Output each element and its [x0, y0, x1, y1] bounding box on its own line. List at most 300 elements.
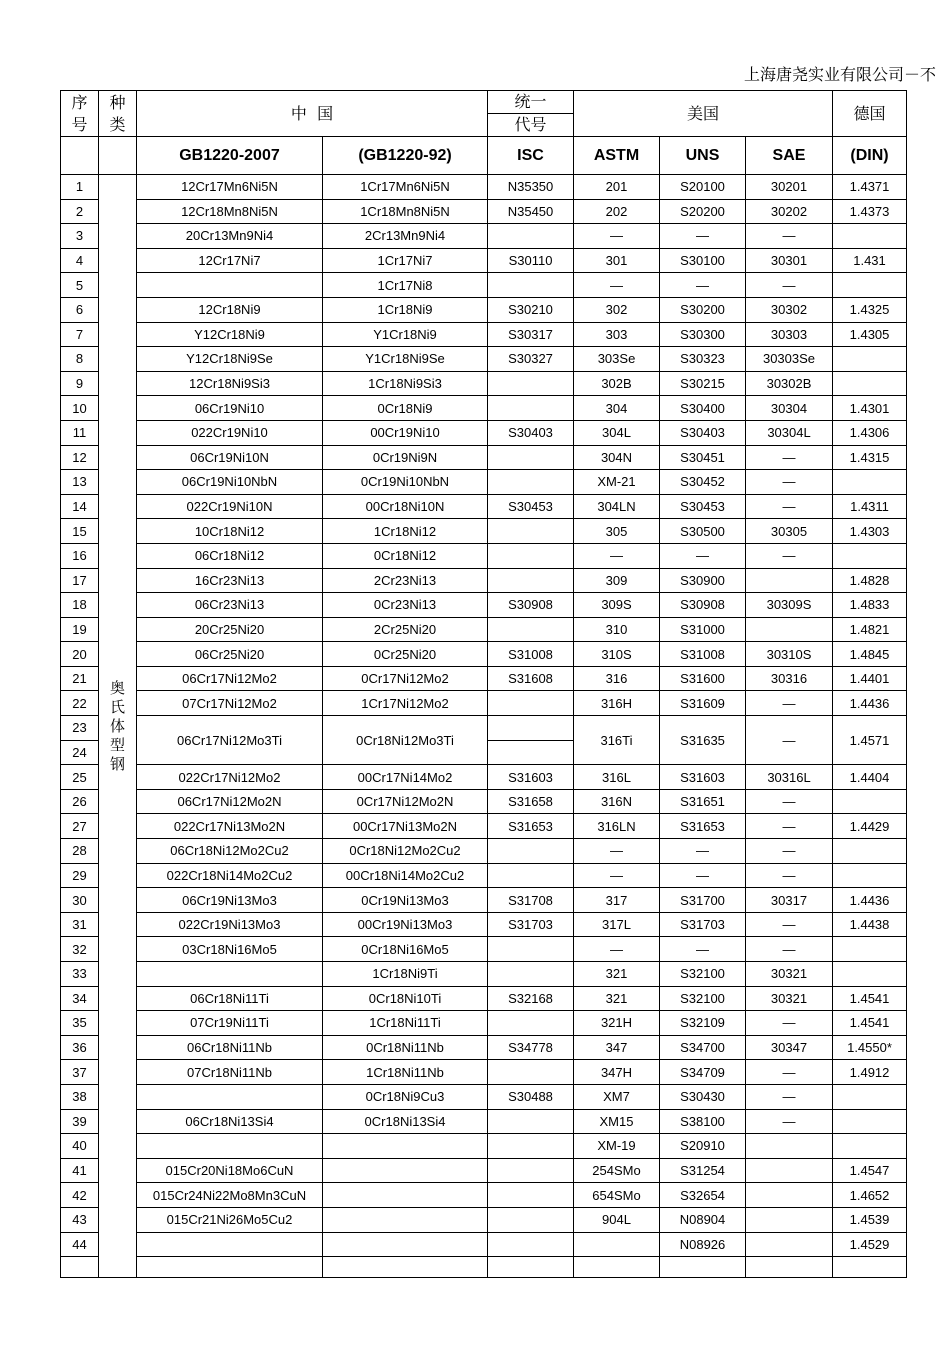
cell-sae: — — [746, 445, 833, 470]
cell-sae: — — [746, 912, 833, 937]
cell-gb2007: 20Cr13Mn9Ni4 — [137, 224, 323, 249]
cell-sae: 30302 — [746, 297, 833, 322]
cell-din: 1.4821 — [833, 617, 907, 642]
cell-din: 1.4436 — [833, 888, 907, 913]
cell-isc — [488, 863, 574, 888]
cell-astm: 317L — [574, 912, 660, 937]
table-row — [61, 962, 907, 987]
cell-uns: S32100 — [660, 962, 746, 987]
cell-din: 1.4373 — [833, 199, 907, 224]
row-seq: 16 — [61, 543, 99, 568]
cell-gb2007: 06Cr23Ni13 — [137, 593, 323, 618]
table-row — [61, 1232, 907, 1257]
row-seq: 42 — [61, 1183, 99, 1208]
cell-sae: 30302B — [746, 371, 833, 396]
cell-isc — [488, 445, 574, 470]
cell-astm: — — [574, 863, 660, 888]
cell-uns: S30908 — [660, 593, 746, 618]
cell-gb92: Y1Cr18Ni9 — [323, 322, 488, 347]
cell-astm: 304 — [574, 396, 660, 421]
cell-empty — [61, 1257, 99, 1278]
row-seq: 3 — [61, 224, 99, 249]
table-row — [61, 937, 907, 962]
cell-gb2007: 06Cr19Ni10 — [137, 396, 323, 421]
cell-astm: 302B — [574, 371, 660, 396]
cell-isc: S30210 — [488, 297, 574, 322]
cell-isc — [488, 396, 574, 421]
cell-uns: S31700 — [660, 888, 746, 913]
cell-isc: S30488 — [488, 1084, 574, 1109]
cell-gb2007: 022Cr17Ni12Mo2 — [137, 765, 323, 790]
cell-gb92: 00Cr18Ni14Mo2Cu2 — [323, 863, 488, 888]
cell-gb2007: 022Cr19Ni10 — [137, 420, 323, 445]
table-row — [61, 371, 907, 396]
cell-empty — [746, 1257, 833, 1278]
row-seq: 11 — [61, 420, 99, 445]
row-seq: 23 — [61, 716, 99, 741]
row-seq: 27 — [61, 814, 99, 839]
row-seq: 14 — [61, 494, 99, 519]
cell-sae: — — [746, 273, 833, 298]
cell-gb92: 2Cr23Ni13 — [323, 568, 488, 593]
company-name: 上海唐尧实业有限公司－不 — [743, 65, 936, 84]
cell-din: 1.4550* — [833, 1035, 907, 1060]
cell-empty — [137, 1257, 323, 1278]
cell-sae: 30347 — [746, 1035, 833, 1060]
cell-uns: S31635 — [660, 716, 746, 765]
cell-astm: 310S — [574, 642, 660, 667]
cell-astm: 301 — [574, 248, 660, 273]
cell-din: 1.4845 — [833, 642, 907, 667]
table-row — [61, 420, 907, 445]
cell-astm: 304L — [574, 420, 660, 445]
cell-uns: S30403 — [660, 420, 746, 445]
cell-gb92: 1Cr18Ni9Ti — [323, 962, 488, 987]
cell-isc — [488, 1011, 574, 1036]
cell-sae — [746, 1232, 833, 1257]
row-seq: 17 — [61, 568, 99, 593]
row-seq: 34 — [61, 986, 99, 1011]
cell-uns: S32109 — [660, 1011, 746, 1036]
cell-astm: XM7 — [574, 1084, 660, 1109]
table-row — [61, 470, 907, 495]
row-seq: 18 — [61, 593, 99, 618]
table-row — [61, 691, 907, 716]
cell-gb2007: 12Cr18Mn8Ni5N — [137, 199, 323, 224]
cell-sae: — — [746, 224, 833, 249]
cell-astm: 304N — [574, 445, 660, 470]
table-row — [61, 1109, 907, 1134]
row-seq: 31 — [61, 912, 99, 937]
cell-isc — [488, 1060, 574, 1085]
cell-uns: S31254 — [660, 1158, 746, 1183]
cell-astm: 321 — [574, 962, 660, 987]
table-row — [61, 224, 907, 249]
cell-uns: S38100 — [660, 1109, 746, 1134]
cell-sae: 30309S — [746, 593, 833, 618]
row-seq: 20 — [61, 642, 99, 667]
cell-din: 1.4429 — [833, 814, 907, 839]
cell-uns: S31600 — [660, 666, 746, 691]
header-china: 中 国 — [137, 91, 488, 137]
header-seq — [61, 91, 99, 137]
cell-astm: 316Ti — [574, 716, 660, 765]
header-gb2007: GB1220-2007 — [137, 137, 323, 175]
row-seq: 7 — [61, 322, 99, 347]
cell-gb2007: 015Cr24Ni22Mo8Mn3CuN — [137, 1183, 323, 1208]
cell-isc — [488, 371, 574, 396]
cell-din: 1.4404 — [833, 765, 907, 790]
cell-sae: — — [746, 1109, 833, 1134]
cell-sae: 30316L — [746, 765, 833, 790]
table-row — [61, 1060, 907, 1085]
cell-gb92 — [323, 1183, 488, 1208]
table-row — [61, 888, 907, 913]
table-row — [61, 322, 907, 347]
cell-gb2007: 12Cr17Mn6Ni5N — [137, 175, 323, 200]
cell-uns: S30400 — [660, 396, 746, 421]
cell-gb2007: 015Cr21Ni26Mo5Cu2 — [137, 1207, 323, 1232]
cell-din: 1.4571 — [833, 716, 907, 765]
cell-gb2007 — [137, 273, 323, 298]
row-seq: 30 — [61, 888, 99, 913]
cell-gb2007: 12Cr18Ni9Si3 — [137, 371, 323, 396]
cell-uns: S31703 — [660, 912, 746, 937]
table-row — [61, 1158, 907, 1183]
cell-uns: S20200 — [660, 199, 746, 224]
cell-uns: S30200 — [660, 297, 746, 322]
cell-astm: 316 — [574, 666, 660, 691]
cell-isc — [488, 224, 574, 249]
header-kind — [99, 91, 137, 137]
row-seq: 19 — [61, 617, 99, 642]
cell-isc: S31703 — [488, 912, 574, 937]
cell-sae: 30316 — [746, 666, 833, 691]
cell-astm: 316H — [574, 691, 660, 716]
cell-isc: S31708 — [488, 888, 574, 913]
cell-din — [833, 543, 907, 568]
row-seq: 12 — [61, 445, 99, 470]
cell-uns: S31653 — [660, 814, 746, 839]
steel-grade-table — [60, 90, 907, 1278]
cell-sae: — — [746, 494, 833, 519]
row-seq: 6 — [61, 297, 99, 322]
cell-uns: S31000 — [660, 617, 746, 642]
cell-din: 1.4539 — [833, 1207, 907, 1232]
row-seq: 36 — [61, 1035, 99, 1060]
cell-isc: N35450 — [488, 199, 574, 224]
cell-gb92: 0Cr17Ni12Mo2 — [323, 666, 488, 691]
header-gb92: (GB1220-92) — [323, 137, 488, 175]
cell-gb92: 1Cr18Ni11Ti — [323, 1011, 488, 1036]
cell-uns: S31651 — [660, 789, 746, 814]
cell-gb2007: 06Cr18Ni13Si4 — [137, 1109, 323, 1134]
cell-gb2007 — [137, 1134, 323, 1159]
cell-gb2007: 06Cr18Ni11Nb — [137, 1035, 323, 1060]
cell-isc: S31603 — [488, 765, 574, 790]
table-row — [61, 666, 907, 691]
cell-isc — [488, 1183, 574, 1208]
cell-sae: — — [746, 863, 833, 888]
row-seq: 1 — [61, 175, 99, 200]
cell-gb92: Y1Cr18Ni9Se — [323, 347, 488, 372]
cell-isc: S34778 — [488, 1035, 574, 1060]
cell-uns: S30900 — [660, 568, 746, 593]
cell-din: 1.4541 — [833, 986, 907, 1011]
cell-uns: S32100 — [660, 986, 746, 1011]
cell-uns: — — [660, 839, 746, 864]
cell-gb92: 00Cr18Ni10N — [323, 494, 488, 519]
table-row-empty — [61, 1257, 907, 1278]
cell-sae: 30310S — [746, 642, 833, 667]
cell-sae: — — [746, 839, 833, 864]
table-row — [61, 814, 907, 839]
table-row — [61, 593, 907, 618]
row-seq: 15 — [61, 519, 99, 544]
cell-astm: 309 — [574, 568, 660, 593]
category-cell — [99, 175, 137, 1278]
cell-gb92 — [323, 1158, 488, 1183]
cell-gb92: 1Cr18Mn8Ni5N — [323, 199, 488, 224]
table-row — [61, 519, 907, 544]
cell-sae: — — [746, 1084, 833, 1109]
cell-din — [833, 1084, 907, 1109]
cell-din: 1.4438 — [833, 912, 907, 937]
cell-gb92: 00Cr17Ni14Mo2 — [323, 765, 488, 790]
cell-uns: — — [660, 224, 746, 249]
cell-sae: — — [746, 937, 833, 962]
cell-gb2007: 06Cr18Ni12Mo2Cu2 — [137, 839, 323, 864]
table-row — [61, 297, 907, 322]
cell-gb92: 2Cr25Ni20 — [323, 617, 488, 642]
cell-sae — [746, 1207, 833, 1232]
cell-uns: S30500 — [660, 519, 746, 544]
cell-gb2007 — [137, 1232, 323, 1257]
cell-gb92: 0Cr18Ni12Mo2Cu2 — [323, 839, 488, 864]
header-astm: ASTM — [574, 137, 660, 175]
cell-isc: S30110 — [488, 248, 574, 273]
cell-din: 1.4303 — [833, 519, 907, 544]
category-label: 奥氏体型钢 — [109, 678, 125, 773]
header-germany: 德国 — [833, 91, 907, 137]
cell-uns: S34700 — [660, 1035, 746, 1060]
cell-din — [833, 863, 907, 888]
cell-astm — [574, 1232, 660, 1257]
cell-sae — [746, 1134, 833, 1159]
cell-sae — [746, 617, 833, 642]
cell-din: 1.4371 — [833, 175, 907, 200]
cell-gb92: 0Cr18Ni9 — [323, 396, 488, 421]
cell-uns: N08926 — [660, 1232, 746, 1257]
cell-gb2007: 022Cr19Ni10N — [137, 494, 323, 519]
cell-astm: 310 — [574, 617, 660, 642]
cell-astm: 347H — [574, 1060, 660, 1085]
table-row — [61, 617, 907, 642]
cell-gb92: 0Cr19Ni13Mo3 — [323, 888, 488, 913]
cell-astm: 316LN — [574, 814, 660, 839]
table-row — [61, 986, 907, 1011]
cell-gb2007: 06Cr18Ni12 — [137, 543, 323, 568]
table-row — [61, 396, 907, 421]
cell-empty — [574, 1257, 660, 1278]
cell-uns: S30100 — [660, 248, 746, 273]
header-blank-kind — [99, 137, 137, 175]
cell-din: 1.4306 — [833, 420, 907, 445]
cell-astm: 303Se — [574, 347, 660, 372]
cell-sae: — — [746, 1060, 833, 1085]
cell-gb2007 — [137, 962, 323, 987]
cell-gb2007: 20Cr25Ni20 — [137, 617, 323, 642]
cell-astm: 316N — [574, 789, 660, 814]
cell-gb2007: 16Cr23Ni13 — [137, 568, 323, 593]
cell-gb92: 00Cr19Ni10 — [323, 420, 488, 445]
cell-gb92: 0Cr23Ni13 — [323, 593, 488, 618]
cell-astm: 305 — [574, 519, 660, 544]
cell-din — [833, 470, 907, 495]
cell-isc: S30317 — [488, 322, 574, 347]
row-seq: 40 — [61, 1134, 99, 1159]
cell-din: 1.4305 — [833, 322, 907, 347]
row-seq: 13 — [61, 470, 99, 495]
cell-gb92: 1Cr18Ni9Si3 — [323, 371, 488, 396]
cell-astm: 321H — [574, 1011, 660, 1036]
cell-empty — [488, 1257, 574, 1278]
cell-gb2007: 03Cr18Ni16Mo5 — [137, 937, 323, 962]
table-row — [61, 494, 907, 519]
cell-din: 1.4547 — [833, 1158, 907, 1183]
cell-gb92: 0Cr18Ni10Ti — [323, 986, 488, 1011]
row-seq: 24 — [61, 740, 99, 765]
cell-astm: 302 — [574, 297, 660, 322]
cell-astm: 317 — [574, 888, 660, 913]
header-din: (DIN) — [833, 137, 907, 175]
cell-isc — [488, 740, 574, 765]
table-row — [61, 568, 907, 593]
row-seq: 9 — [61, 371, 99, 396]
table-row — [61, 863, 907, 888]
cell-gb2007: 06Cr25Ni20 — [137, 642, 323, 667]
cell-din — [833, 224, 907, 249]
cell-astm: 201 — [574, 175, 660, 200]
cell-astm: 254SMo — [574, 1158, 660, 1183]
row-seq: 4 — [61, 248, 99, 273]
cell-astm: 321 — [574, 986, 660, 1011]
cell-gb92 — [323, 1232, 488, 1257]
cell-isc: S30908 — [488, 593, 574, 618]
table-row — [61, 1011, 907, 1036]
cell-astm: — — [574, 937, 660, 962]
cell-gb92: 0Cr18Ni12Mo3Ti — [323, 716, 488, 765]
cell-isc — [488, 1134, 574, 1159]
table-row — [61, 789, 907, 814]
cell-din: 1.4828 — [833, 568, 907, 593]
cell-gb2007: 06Cr17Ni12Mo2N — [137, 789, 323, 814]
cell-uns: S31609 — [660, 691, 746, 716]
cell-uns: S31603 — [660, 765, 746, 790]
cell-din: 1.4315 — [833, 445, 907, 470]
cell-uns: — — [660, 273, 746, 298]
cell-isc — [488, 470, 574, 495]
table-row — [61, 642, 907, 667]
cell-din: 1.4541 — [833, 1011, 907, 1036]
table-row — [61, 175, 907, 200]
row-seq: 35 — [61, 1011, 99, 1036]
cell-gb2007: 07Cr17Ni12Mo2 — [137, 691, 323, 716]
cell-gb2007: 12Cr18Ni9 — [137, 297, 323, 322]
cell-isc: S31008 — [488, 642, 574, 667]
cell-din: 1.4912 — [833, 1060, 907, 1085]
cell-gb92: 0Cr18Ni11Nb — [323, 1035, 488, 1060]
cell-sae: 30202 — [746, 199, 833, 224]
cell-sae: — — [746, 814, 833, 839]
cell-sae — [746, 1158, 833, 1183]
cell-isc — [488, 839, 574, 864]
cell-din: 1.431 — [833, 248, 907, 273]
cell-sae: 30304L — [746, 420, 833, 445]
cell-isc — [488, 617, 574, 642]
cell-din: 1.4833 — [833, 593, 907, 618]
cell-uns: S20100 — [660, 175, 746, 200]
table-row — [61, 445, 907, 470]
cell-gb2007: 015Cr20Ni18Mo6CuN — [137, 1158, 323, 1183]
cell-gb2007: 06Cr19Ni10N — [137, 445, 323, 470]
cell-sae: 30321 — [746, 962, 833, 987]
cell-din — [833, 937, 907, 962]
cell-gb92 — [323, 1207, 488, 1232]
cell-sae: 30317 — [746, 888, 833, 913]
cell-sae: 30303 — [746, 322, 833, 347]
cell-sae: — — [746, 543, 833, 568]
table-row — [61, 543, 907, 568]
cell-gb92: 0Cr19Ni10NbN — [323, 470, 488, 495]
cell-uns: S32654 — [660, 1183, 746, 1208]
row-seq: 38 — [61, 1084, 99, 1109]
cell-gb92: 1Cr18Ni9 — [323, 297, 488, 322]
row-seq: 26 — [61, 789, 99, 814]
cell-sae: 30304 — [746, 396, 833, 421]
cell-sae: 30201 — [746, 175, 833, 200]
cell-gb92: 1Cr17Mn6Ni5N — [323, 175, 488, 200]
cell-uns: S30300 — [660, 322, 746, 347]
cell-astm: — — [574, 839, 660, 864]
cell-uns: S34709 — [660, 1060, 746, 1085]
cell-isc: S32168 — [488, 986, 574, 1011]
cell-gb92: 1Cr17Ni12Mo2 — [323, 691, 488, 716]
cell-isc — [488, 519, 574, 544]
cell-din: 1.4529 — [833, 1232, 907, 1257]
row-seq: 29 — [61, 863, 99, 888]
cell-uns: — — [660, 937, 746, 962]
cell-gb2007: 06Cr17Ni12Mo2 — [137, 666, 323, 691]
row-seq: 2 — [61, 199, 99, 224]
cell-astm: 303 — [574, 322, 660, 347]
cell-gb92: 0Cr18Ni16Mo5 — [323, 937, 488, 962]
cell-uns: S30453 — [660, 494, 746, 519]
cell-isc: N35350 — [488, 175, 574, 200]
cell-din: 1.4436 — [833, 691, 907, 716]
cell-gb2007: 07Cr19Ni11Ti — [137, 1011, 323, 1036]
cell-gb92: 1Cr17Ni8 — [323, 273, 488, 298]
cell-uns: S30215 — [660, 371, 746, 396]
cell-astm: 654SMo — [574, 1183, 660, 1208]
header-isc-top: 统一 — [488, 91, 574, 114]
table-row — [61, 716, 907, 741]
cell-isc — [488, 543, 574, 568]
cell-gb92: 0Cr17Ni12Mo2N — [323, 789, 488, 814]
cell-gb92: 00Cr19Ni13Mo3 — [323, 912, 488, 937]
cell-isc — [488, 1109, 574, 1134]
cell-empty — [660, 1257, 746, 1278]
